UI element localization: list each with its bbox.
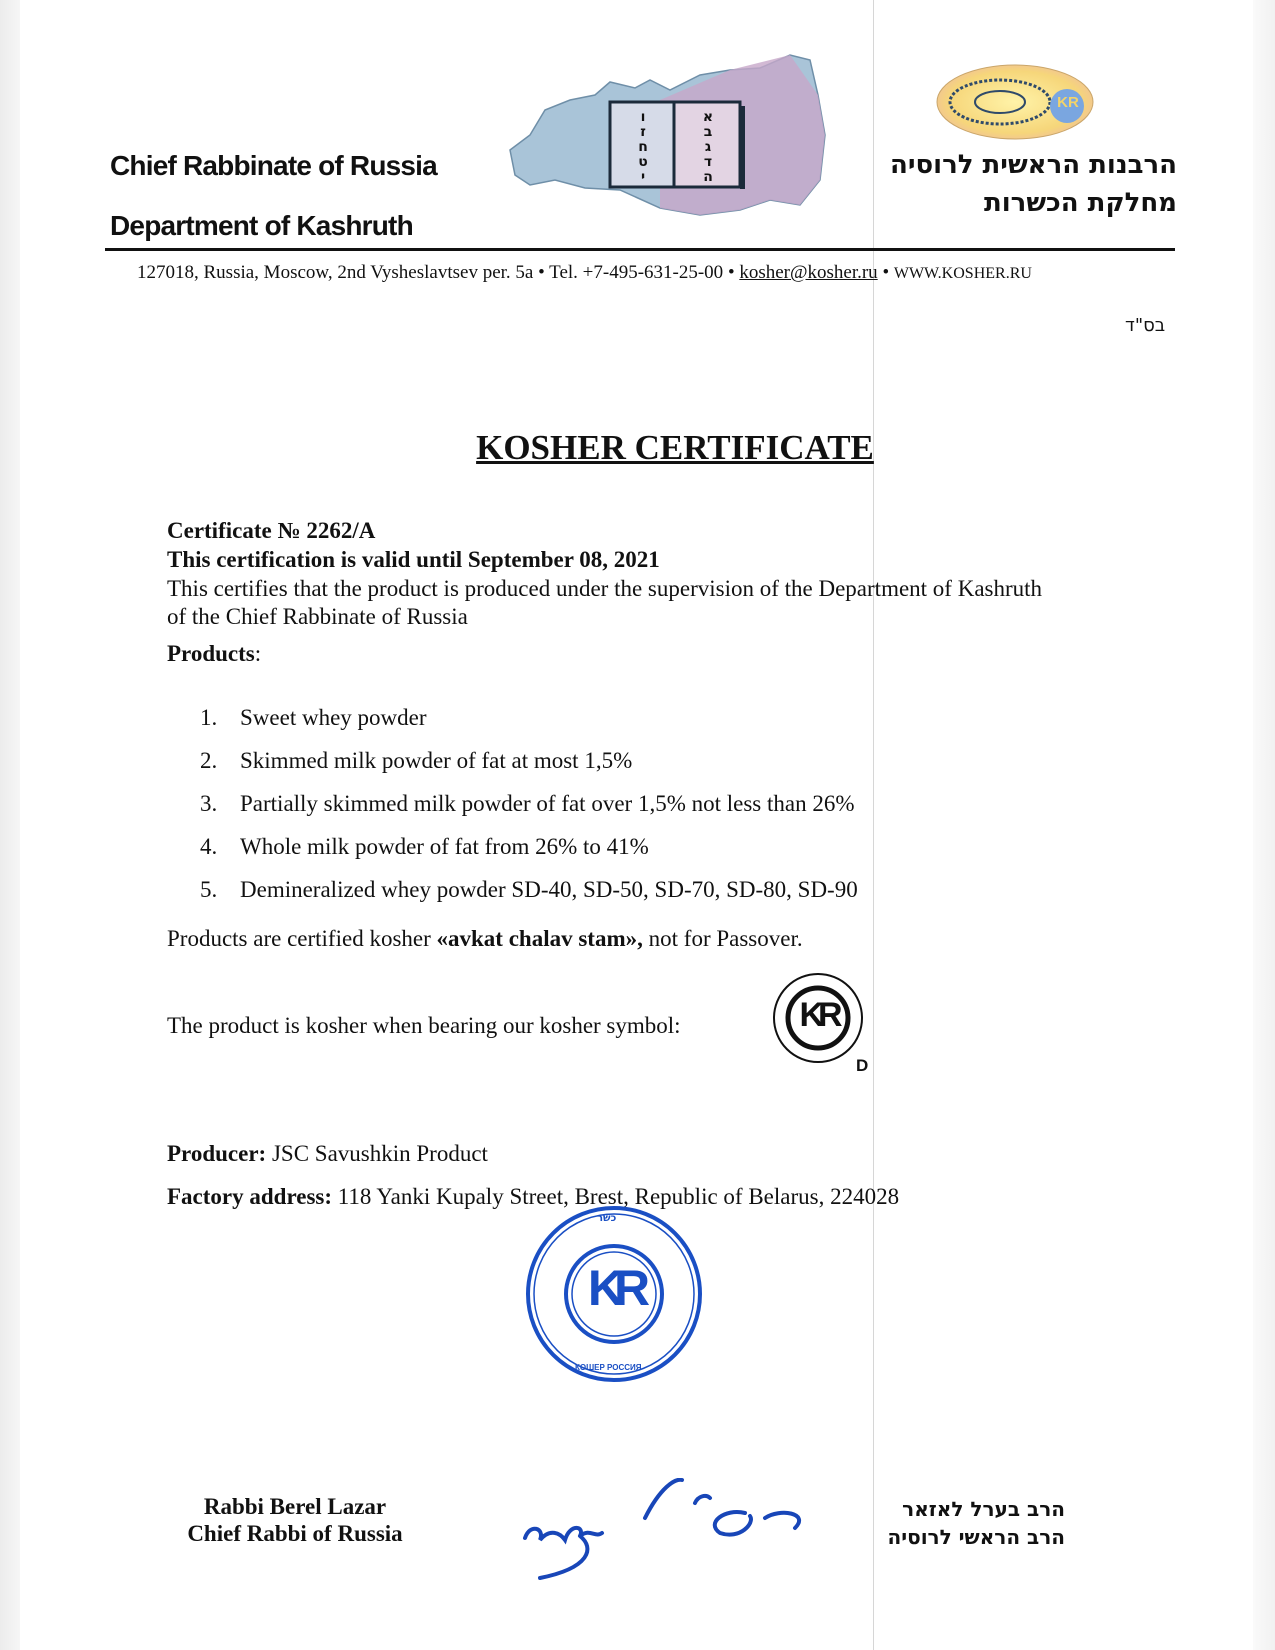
list-item: 2. Skimmed milk powder of fat at most 1,5%: [200, 748, 633, 773]
signatory-name: Rabbi Berel Lazar: [203, 1494, 387, 1519]
bsd-mark: בס"ד: [1125, 315, 1166, 336]
rabbinate-stamp: [525, 1205, 703, 1383]
signatory-block-en: [185, 1493, 405, 1547]
stamp-top-text: כשר: [597, 1213, 617, 1224]
certificate-number: Certificate № 2262/A: [167, 518, 376, 543]
list-item: 1. Sweet whey powder: [200, 705, 427, 730]
hologram-seal-logo: [935, 62, 1095, 142]
handwritten-signature: [510, 1478, 840, 1588]
producer-line: [167, 1140, 488, 1167]
document-title: KOSHER CERTIFICATE: [476, 428, 874, 467]
postal-address: 127018, Russia, Moscow, 2nd Vysheslavtsev per. 5a: [137, 262, 534, 283]
map-letters-left: ו ז ח ט י: [638, 109, 648, 185]
map-letters-right: א ב ג ד ה: [702, 109, 714, 185]
separator: •: [538, 262, 545, 283]
producer-value: JSC Savushkin Product: [271, 1141, 488, 1166]
dept-name-en: Department of Kashruth: [110, 210, 413, 241]
seal-logo-text: KR: [1057, 94, 1079, 111]
list-item: 5. Demineralized whey powder SD-40, SD-50, SD-70, SD-80, SD-90: [200, 877, 858, 902]
separator: •: [727, 262, 735, 283]
page-edge-right: [1253, 0, 1275, 1650]
stamp-bottom-text: КОШЕР РОССИЯ: [575, 1363, 642, 1372]
page-edge-left: [0, 0, 20, 1650]
contact-line: [137, 262, 1032, 284]
stamp-center: KR: [587, 1260, 641, 1316]
list-item: 3. Partially skimmed milk powder of fat over 1,5% not less than 26%: [200, 791, 855, 816]
validity-statement: This certification is valid until September 08, 2021: [167, 547, 660, 572]
email-link[interactable]: kosher@kosher.ru: [739, 262, 878, 283]
symbol-letters: KR: [799, 996, 837, 1034]
signatory-name-he: הרב בערל לאזאר: [902, 1497, 1065, 1521]
org-name-en: Chief Rabbinate of Russia: [110, 150, 437, 181]
signatory-title-he: הרב הראשי לרוסיה: [887, 1525, 1065, 1549]
supervision-statement-line2: of the Chief Rabbinate of Russia: [167, 604, 468, 629]
factory-label: Factory address:: [167, 1184, 333, 1209]
header-rule: [105, 248, 1175, 251]
kosher-symbol-icon: [770, 970, 880, 1080]
list-item: 4. Whole milk powder of fat from 26% to 41%: [200, 834, 649, 859]
factory-value: 118 Yanki Kupaly Street, Brest, Republic of Belarus, 224028: [337, 1184, 900, 1209]
org-name-he: הרבנות הראשית לרוסיה: [889, 150, 1177, 180]
symbol-suffix: D: [856, 1056, 869, 1075]
certification-status: Products are certified kosher «avkat chalav stam», not for Passover.: [167, 926, 803, 951]
products-list: [200, 705, 858, 920]
kosher-status: «avkat chalav stam»,: [436, 926, 643, 951]
website-link[interactable]: WWW.KOSHER.RU: [893, 265, 1032, 282]
products-label: Products: [167, 641, 255, 666]
producer-label: Producer:: [167, 1141, 267, 1166]
russia-map-logo: [500, 40, 830, 240]
separator: •: [882, 262, 890, 283]
signatory-block-he: [880, 1495, 1065, 1551]
products-colon: :: [254, 641, 262, 666]
signatory-title: Chief Rabbi of Russia: [187, 1521, 403, 1546]
supervision-statement-line1: This certifies that the product is produced under the supervision of the Department of Kashruth: [167, 576, 1043, 601]
phone: Tel. +7-495-631-25-00: [549, 262, 724, 283]
symbol-statement: The product is kosher when bearing our kosher symbol:: [167, 1013, 681, 1038]
dept-name-he: מחלקת הכשרות: [983, 188, 1177, 218]
